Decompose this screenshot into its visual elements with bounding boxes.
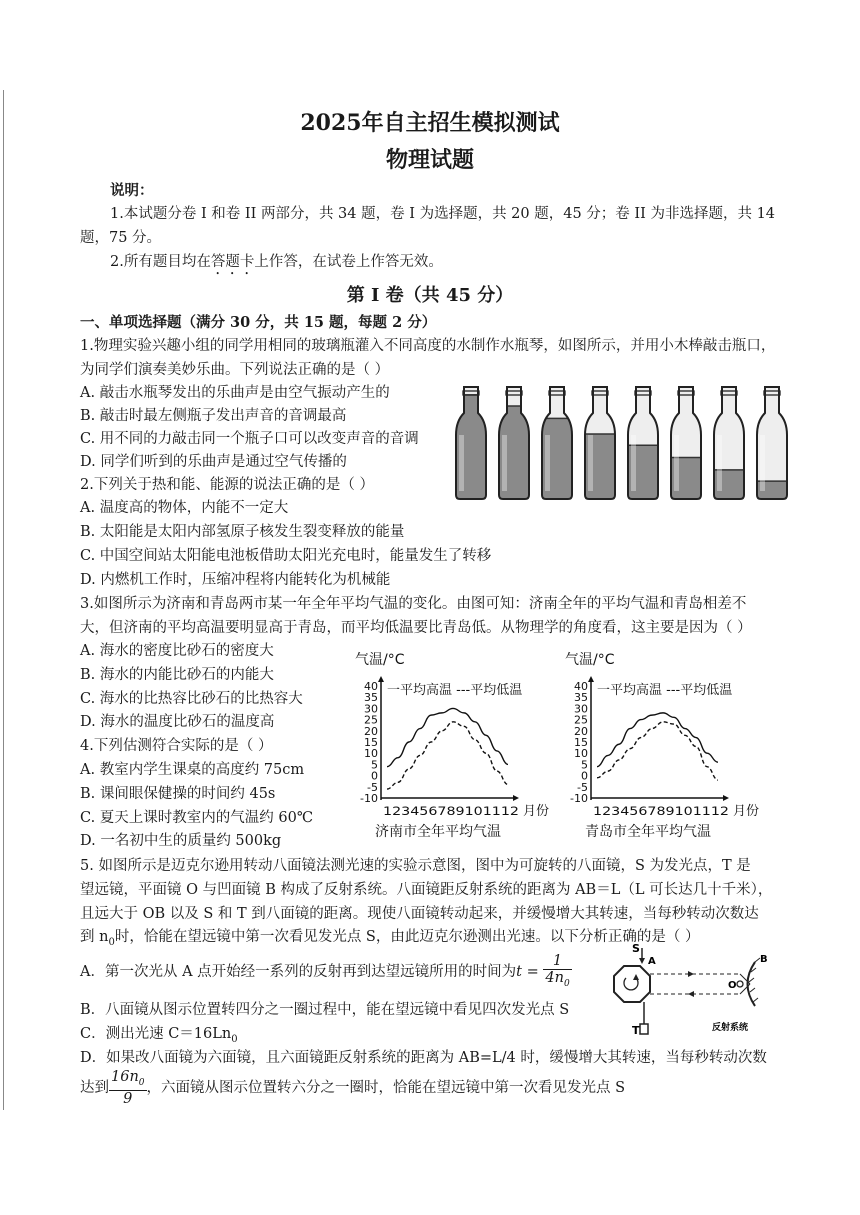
q1-stem-line-1: 1.物理实验兴趣小组的同学用相同的玻璃瓶灌入不同高度的水制作水瓶琴，如图所示，并用小木棒敲击瓶口， [80, 338, 776, 354]
q1-option-c: C. 用不同的力敲击同一个瓶子口可以改变声音的音调 [80, 431, 419, 447]
q5-option-a-text: A．第一次光从 A 点开始经一系列的反射再到达望远镜所用的时间为 [80, 964, 517, 980]
q4-option-c: C. 夏天上课时教室内的气温约 60℃ [80, 810, 314, 826]
q1-stem-line-2: 为同学们演奏美妙乐曲。下列说法正确的是（ ） [80, 362, 390, 378]
q5-stem-line-4-pre: 到 n [80, 929, 109, 945]
page-edge-line [3, 90, 4, 1110]
page-title: 2025年自主招生模拟测试 [300, 110, 560, 136]
q5-stem-line-4-post: 时，恰能在望远镜中第一次看见发光点 S，由此迈克尔逊测出光速。以下分析正确的是（ ） [114, 929, 700, 945]
y-tick-label: 25 [574, 713, 588, 727]
instruction-line-2-pre: 2.所有题目均在 [110, 254, 211, 270]
q5-option-a-den-sub: 0 [563, 978, 570, 989]
series-line-low [597, 722, 718, 780]
instruction-line-1b: 题，75 分。 [80, 230, 162, 246]
y-tick-label: 30 [574, 702, 588, 716]
y-tick-label: -5 [367, 780, 378, 794]
q4-option-d: D. 一名初中生的质量约 500kg [80, 833, 282, 849]
telescope-icon [640, 1024, 648, 1034]
y-tick-label: 15 [574, 736, 588, 749]
water-bottle-xylophone-figure [450, 385, 795, 503]
q5-stem-line-3: 且远大于 OB 以及 S 和 T 到八面镜的距离。现使八面镜转动起来，并缓慢增大其转速，当每秒转动次数达 [80, 906, 759, 922]
q5-option-d-denominator: 9 [123, 1091, 133, 1108]
q5-option-d-line-2 [80, 1068, 625, 1108]
qingdao-temperature-chart [555, 648, 770, 843]
q3-option-b: B. 海水的内能比砂石的内能大 [80, 667, 274, 683]
michelson-apparatus-figure [600, 940, 790, 1040]
bottle-8 [755, 387, 789, 501]
q5-option-d-fraction [109, 1069, 147, 1108]
page-subtitle: 物理试题 [385, 147, 474, 173]
y-tick-label: 30 [364, 702, 378, 716]
q4-stem: 4.下列估测符合实际的是（ ） [80, 738, 273, 754]
source-arrow [639, 958, 645, 964]
y-tick-label: -5 [577, 780, 588, 794]
q5-option-d-post: ，六面镜从图示位置转六分之一圈时，恰能在望远镜中第一次看见发光点 S [146, 1080, 626, 1096]
q5-stem-line-2: 望远镜，平面镜 O 与凹面镜 B 构成了反射系统。八面镜距反射系统的距离为 AB＝L（L 可长达几十千米）， [80, 882, 773, 898]
q5-option-d-line-1: D．如果改八面镜为六面镜，且六面镜距反射系统的距离为 AB=L/4 时，缓慢增大其转速，当每秒转动次数 [80, 1050, 767, 1066]
x-axis-arrow [723, 795, 729, 801]
q5-option-a [80, 952, 572, 992]
q5-option-a-numerator: 1 [543, 953, 571, 970]
q5-option-c [80, 1024, 238, 1050]
y-tick-label: 20 [364, 724, 378, 738]
q2-option-d: D. 内燃机工作时，压缩冲程将内能转化为机械能 [80, 572, 391, 588]
series-line-low [387, 722, 508, 789]
hatch-4 [750, 988, 755, 992]
x-tick-labels: 123456789101112 [593, 804, 729, 818]
q2-option-b: B. 太阳能是太阳内部氢原子核发生裂变释放的能量 [80, 524, 405, 540]
plane-mirror-o [737, 981, 743, 987]
chart-xlabel: 月份 [733, 804, 760, 819]
y-tick-label: 0 [371, 769, 378, 783]
q3-option-c: C. 海水的比热容比砂石的比热容大 [80, 691, 303, 707]
label-b: B [760, 954, 768, 965]
q3-option-d: D. 海水的温度比砂石的温度高 [80, 714, 275, 730]
chart-ylabel: 气温/°C [565, 652, 615, 668]
y-axis-arrow [588, 676, 594, 682]
y-tick-label: 35 [574, 691, 588, 705]
y-tick-label: 40 [574, 680, 588, 693]
bottle-5 [626, 387, 660, 501]
x-tick-labels: 123456789101112 [383, 804, 519, 818]
q5-option-a-fraction [543, 953, 571, 992]
y-tick-label: 25 [364, 713, 378, 727]
q4-option-b: B. 课间眼保健操的时间约 45s [80, 786, 276, 802]
series-line-high [597, 713, 718, 767]
section-title: 第 I 卷（共 45 分） [346, 285, 514, 306]
instructions-heading: 说明： [110, 182, 154, 199]
y-tick-label: 15 [364, 736, 378, 749]
q2-option-c: C. 中国空间站太阳能电池板借助太阳光充电时，能量发生了转移 [80, 548, 492, 564]
bottle-1 [454, 387, 488, 501]
q5-option-a-denominator [543, 970, 571, 992]
bottle-2 [497, 387, 531, 501]
q3-stem-line-1: 3.如图所示为济南和青岛两市某一年全年平均气温的变化。由图可知：济南全年的平均气温和青岛相差不 [80, 596, 747, 612]
chart-xlabel: 月份 [523, 804, 550, 819]
label-a: A [648, 956, 656, 967]
beam-return-arrow [688, 991, 694, 997]
q5-option-d-numerator [109, 1069, 147, 1092]
q5-option-d-pre: 达到 [80, 1080, 109, 1096]
q5-option-a-eq: = [522, 964, 544, 980]
chart-ylabel: 气温/°C [355, 652, 405, 668]
label-t: T [632, 1024, 640, 1037]
y-tick-label: 5 [371, 758, 378, 772]
octagon-mirror [614, 966, 650, 1002]
q5-option-a-den-text: 4n [545, 969, 564, 986]
y-tick-label: 0 [581, 769, 588, 783]
y-tick-label: 5 [581, 758, 588, 772]
q5-option-c-sub: 0 [231, 1033, 238, 1045]
y-tick-label: -10 [570, 792, 588, 805]
y-tick-label: 20 [574, 724, 588, 738]
q5-option-d-num-text: 16n [111, 1068, 139, 1085]
chart-legend: 一平均高温 ---平均低温 [597, 683, 733, 698]
x-axis-arrow [513, 795, 519, 801]
q1-option-d: D. 同学们听到的乐曲声是通过空气传播的 [80, 454, 347, 470]
section-part-heading: 一、单项选择题（满分 30 分，共 15 题，每题 2 分） [80, 314, 437, 331]
label-o: O [728, 980, 737, 991]
jinan-temperature-chart [345, 648, 560, 843]
q3-stem-line-2: 大，但济南的平均高温要明显高于青岛，而平均低温要比青岛低。从物理学的角度看，这主要是因为（ ） [80, 620, 752, 636]
instruction-line-2-post: 上作答，在试卷上作答无效。 [254, 254, 443, 270]
q5-option-a-var: t [516, 964, 522, 980]
label-s: S [632, 942, 640, 955]
chart-title: 济南市全年平均气温 [375, 824, 501, 840]
q2-option-a: A. 温度高的物体，内能不一定大 [80, 500, 289, 516]
q1-option-b: B. 敲击时最左侧瓶子发出声音的音调最高 [80, 408, 347, 424]
y-axis-arrow [378, 676, 384, 682]
hatch-5 [753, 998, 758, 1002]
q5-stem-line-1: 5. 如图所示是迈克尔逊用转动八面镜法测光速的实验示意图，图中为可旋转的八面镜，S 为发光点，T 是 [80, 858, 751, 874]
instruction-line-2 [110, 252, 443, 278]
y-tick-label: -10 [360, 792, 378, 805]
q5-option-b: B．八面镜从图示位置转四分之一圈过程中，能在望远镜中看见四次发光点 S [80, 1002, 570, 1018]
bottle-6 [669, 387, 703, 501]
q3-option-a: A. 海水的密度比砂石的密度大 [80, 643, 274, 659]
beam-out-arrow [688, 971, 694, 977]
concave-mirror-b [748, 962, 756, 1006]
y-tick-label: 10 [364, 747, 378, 761]
instruction-emphasis: 答题卡 [210, 254, 255, 270]
bottle-7 [712, 387, 746, 501]
q1-option-a: A. 敲击水瓶琴发出的乐曲声是由空气振动产生的 [80, 385, 390, 401]
bottle-3 [540, 387, 574, 501]
y-tick-label: 40 [364, 680, 378, 693]
y-tick-label: 35 [364, 691, 378, 705]
q5-option-c-text: C．测出光速 C＝16Ln [80, 1026, 232, 1042]
chart-legend: 一平均高温 ---平均低温 [387, 683, 523, 698]
q2-stem: 2.下列关于热和能、能源的说法正确的是（ ） [80, 477, 374, 493]
hatch-3 [749, 978, 754, 982]
q4-option-a: A. 教室内学生课桌的高度约 75cm [80, 762, 305, 778]
instruction-line-1: 1.本试题分卷 I 和卷 II 两部分，共 34 题，卷 I 为选择题，共 20 题，45 分；卷 II 为非选择题，共 14 [110, 206, 776, 222]
chart-title: 青岛市全年平均气温 [585, 824, 711, 840]
reflector-caption: 反射系统 [712, 1023, 749, 1033]
q5-option-d-num-sub: 0 [138, 1077, 145, 1088]
q5-stem-line-4-sub: 0 [108, 936, 115, 948]
y-tick-label: 10 [574, 747, 588, 761]
bottle-4 [583, 387, 617, 501]
